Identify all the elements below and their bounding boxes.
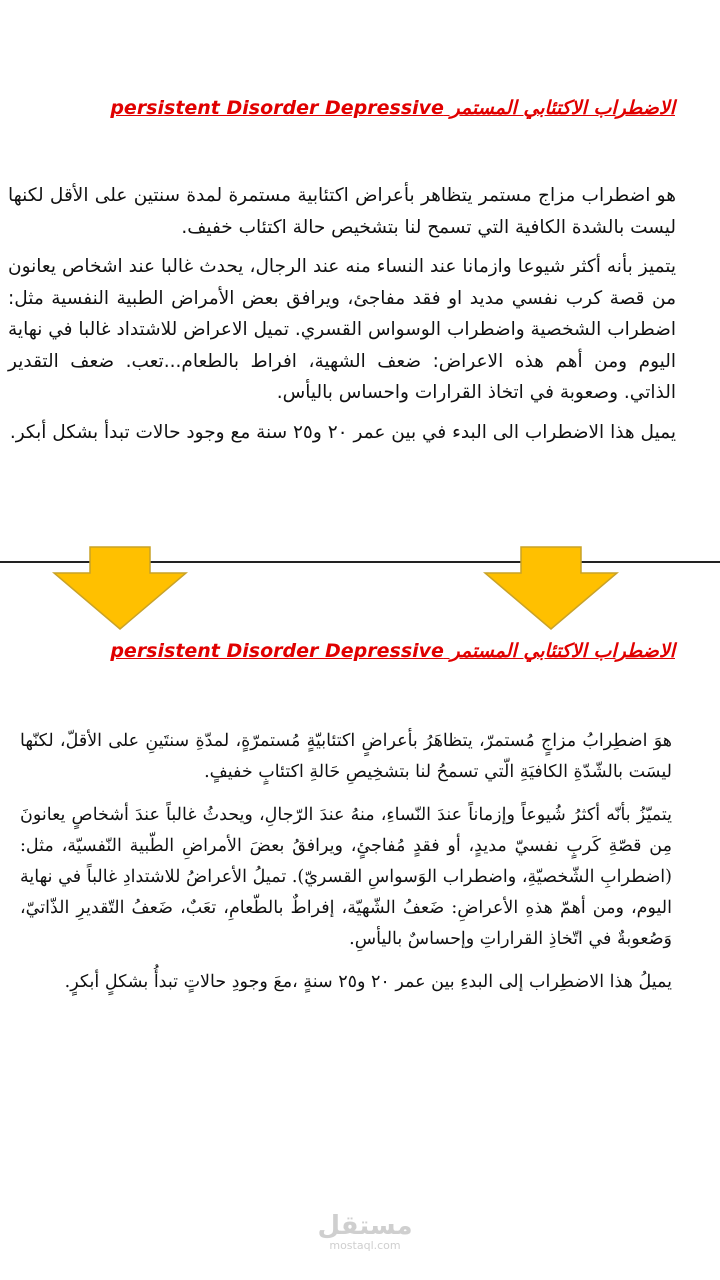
paragraph-definition: هوَ اضطِرابُ مزاجٍ مُستمرّ، يتظاهَرُ بأعراضٍ اكتئابيّةٍ مُستمرّةٍ، لمدّةِ سنتَينِ على الأقلّ، لكنّها ليسَت بالشّدّةِ الكافيَةِ الّتي تسمحُ لنا بتشخِيصِ حَالةِ اكتئابٍ خفيفٍ. <box>20 731 672 782</box>
paragraph-features: يتميز بأنه أكثر شيوعا وازمانا عند النساء منه عند الرجال، يحدث غالبا عند اشخاص يعانون من قصة كرب نفسي مديد او فقد مفاجئ، ويرافق بعض الأمراض الطبية النفسية مثل: اضطراب الشخصية واضطراب الوسواس القسري. تميل الاعراض للاشتداد غالبا في نهاية اليوم ومن أهم هذه الاعراض: ضعف الشهية، افراط بالطعام...تعب. ضعف التقدير الذاتي. وصعوبة في اتخاذ القرارات واحساس باليأس. <box>8 256 676 403</box>
original-text-section <box>8 180 676 448</box>
down-arrow-icon <box>483 545 619 631</box>
paragraph-definition: هو اضطراب مزاج مستمر يتظاهر بأعراض اكتئابية مستمرة لمدة سنتين على الأقل لكنها ليست بالشدة الكافية التي تسمح لنا بتشخيص حالة اكتئاب خفيف. <box>8 185 676 238</box>
diacritized-text-section <box>20 726 672 998</box>
down-arrow-icon <box>52 545 188 631</box>
paragraph-onset: يميل هذا الاضطراب الى البدء في بين عمر ٢٠ و٢٥ سنة مع وجود حالات تبدأ بشكل أبكر. <box>9 421 676 443</box>
top-heading: الاضطراب الاكتئابي المستمر persistent Disorder Depressive <box>110 97 675 119</box>
watermark-logo: مستقل <box>317 1211 413 1241</box>
bottom-heading: الاضطراب الاكتئابي المستمر persistent Disorder Depressive <box>110 640 675 662</box>
watermark <box>300 1212 430 1252</box>
watermark-url: mostaql.com <box>329 1239 401 1252</box>
paragraph-onset: يميلُ هذا الاضطِراب إلى البدءِ بين عمر ٢٠ و٢٥ سنةٍ ،معَ وجودِ حالاتٍ تبدأُ بشكلٍ أبكرٍ. <box>64 972 672 992</box>
paragraph-features: يتميّزُ بأنّه أكثرُ شُيوعاً وإزماناً عندَ النّساءِ، منهُ عندَ الرّجالِ، ويحدثُ غالباً عندَ أشخاصٍ يعانونَ مِن قصّةِ كَربٍ نفسيّ مديدٍ، أو فقدٍ مُفاجئٍ، ويرافقُ بعضَ الأمراضِ الطّبية النّفسيّة، مثل: (اضطرابِ الشّخصيّةِ، واضطراب الوَسواسِ القسريّ). تميلُ الأعراضُ للاشتدادِ غالباً في نهاية اليوم، ومن أهمّ هذهِ الأعراضِ: ضَعفُ الشّهيّة، إفراطٌ بالطّعامِ، تعَبٌ، ضَعفُ التّقديرِ الذّاتيّ، وَصُعوبةٌ في اتّخاذِ القراراتِ وإحساسٌ باليأسِ. <box>20 805 672 949</box>
